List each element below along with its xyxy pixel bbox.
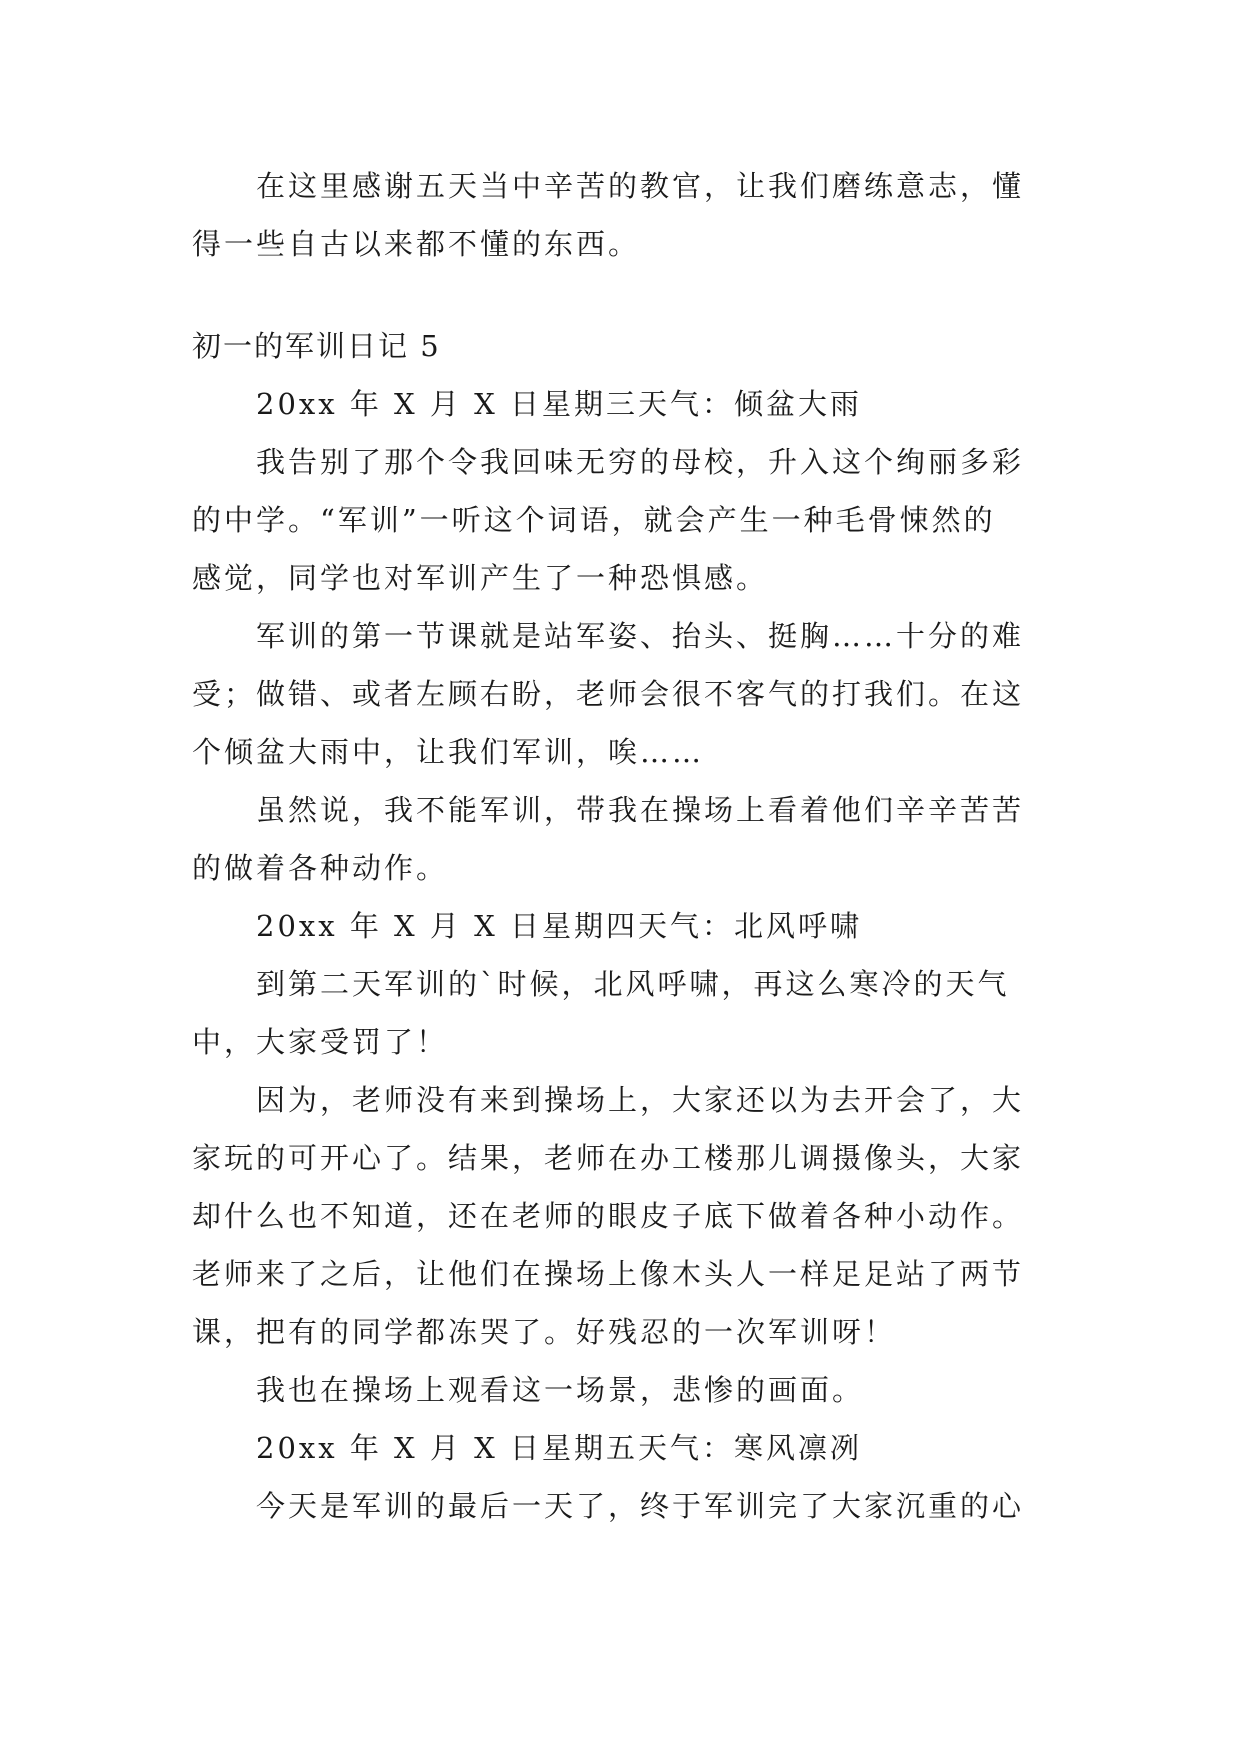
paragraph-line: 到第二天军训的`时候，北风呼啸，再这么寒冷的天气 [256, 967, 1010, 1001]
paragraph-line: 个倾盆大雨中，让我们军训，唉…… [192, 735, 705, 769]
paragraph-line: 受；做错、或者左顾右盼，老师会很不客气的打我们。在这 [192, 677, 1025, 711]
paragraph-line: 军训的第一节课就是站军姿、抬头、挺胸……十分的难 [256, 619, 1025, 653]
paragraph-line: 中，大家受罚了！ [192, 1025, 449, 1059]
paragraph-line: 的中学。“军训”一听这个词语，就会产生一种毛骨悚然的 [192, 503, 996, 537]
paragraph-line: 感觉，同学也对军训产生了一种恐惧感。 [192, 561, 769, 595]
paragraph-line: 的做着各种动作。 [192, 851, 449, 885]
paragraph-line: 在这里感谢五天当中辛苦的教官，让我们磨练意志，懂 [256, 169, 1025, 203]
paragraph-line: 老师来了之后，让他们在操场上像木头人一样足足站了两节 [192, 1257, 1025, 1291]
date-weather-line: 20xx 年 X 月 X 日星期四天气：北风呼啸 [256, 909, 862, 943]
date-weather-line: 20xx 年 X 月 X 日星期五天气：寒风凛冽 [256, 1431, 862, 1465]
paragraph-line: 今天是军训的最后一天了，终于军训完了大家沉重的心 [256, 1489, 1025, 1523]
paragraph-line: 却什么也不知道，还在老师的眼皮子底下做着各种小动作。 [192, 1199, 1025, 1233]
date-weather-line: 20xx 年 X 月 X 日星期三天气：倾盆大雨 [256, 387, 862, 421]
paragraph-line: 因为，老师没有来到操场上，大家还以为去开会了，大 [256, 1083, 1025, 1117]
paragraph-line: 我告别了那个令我回味无穷的母校，升入这个绚丽多彩 [256, 445, 1025, 479]
paragraph-line: 课，把有的同学都冻哭了。好残忍的一次军训呀！ [192, 1315, 897, 1349]
paragraph-line: 虽然说，我不能军训，带我在操场上看着他们辛辛苦苦 [256, 793, 1025, 827]
section-heading: 初一的军训日记 5 [192, 329, 441, 363]
paragraph-line: 家玩的可开心了。结果，老师在办工楼那儿调摄像头，大家 [192, 1141, 1025, 1175]
paragraph-line: 得一些自古以来都不懂的东西。 [192, 227, 641, 261]
paragraph-line: 我也在操场上观看这一场景，悲惨的画面。 [256, 1373, 865, 1407]
